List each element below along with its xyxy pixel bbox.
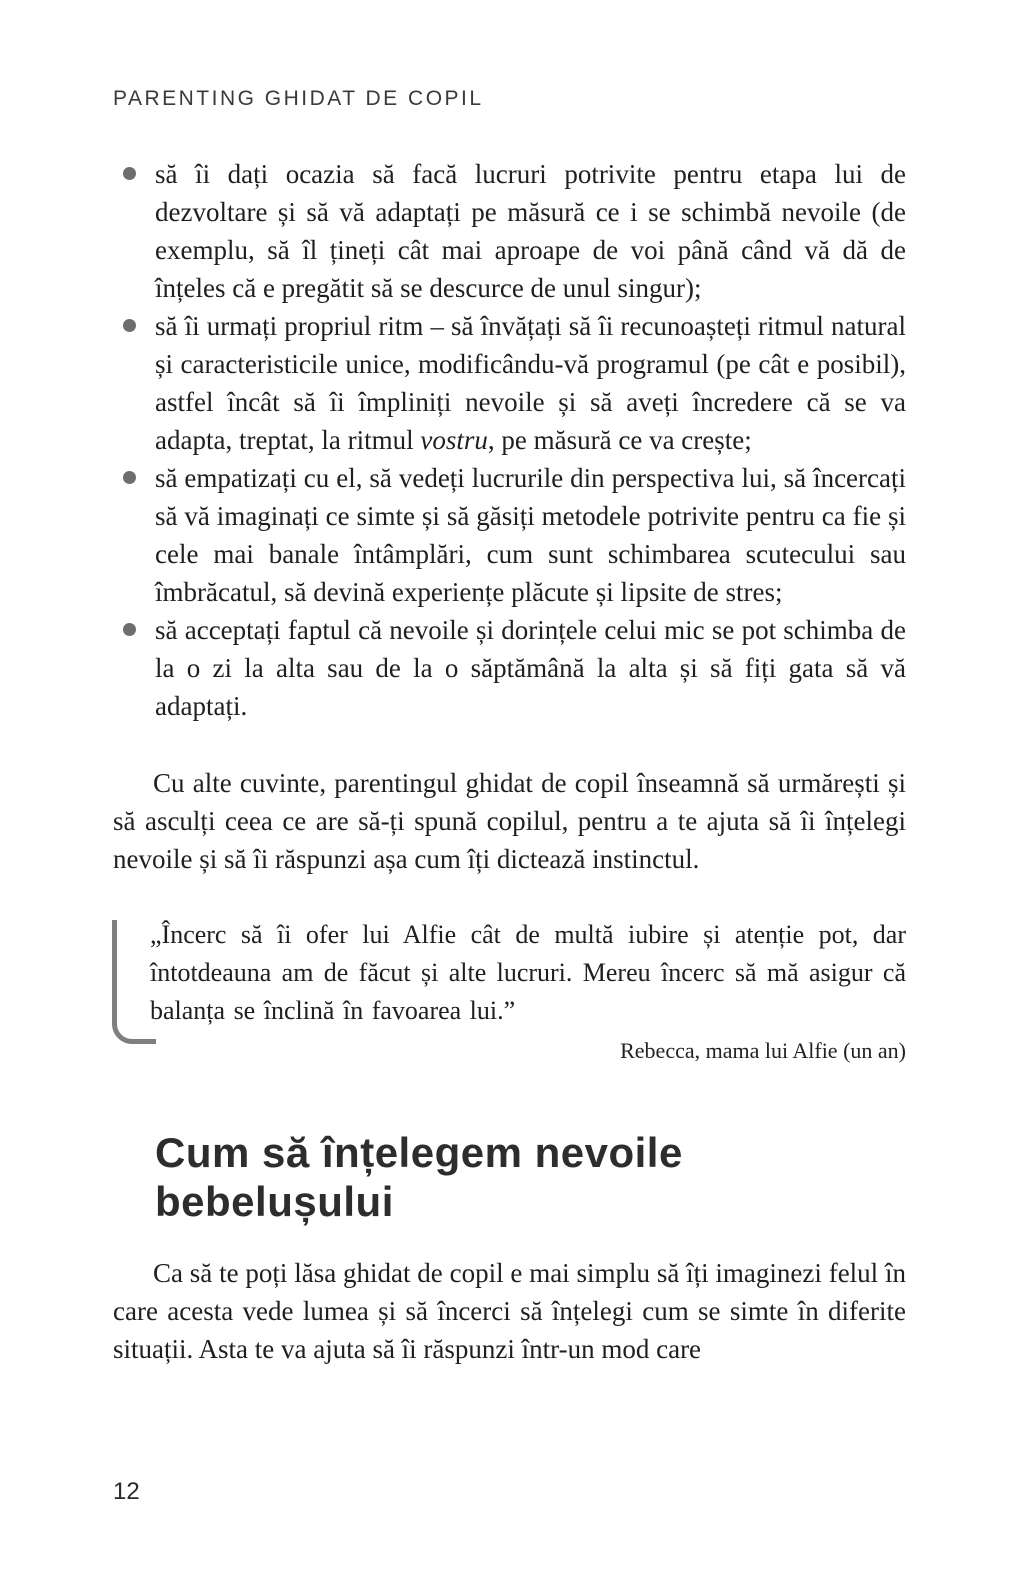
list-item-text: să empatizați cu el, să vedeți lucrurile din perspectiva lui, să încercați să vă imaginați ce simte și să găsiți metodele potrivite pentru ca fie și cele mai banale întâmplări, cum sunt schimbarea scutecului sau îmbrăcatul, să devină experiențe plăcute și lipsite de stres; — [155, 463, 906, 608]
body-paragraph: Ca să te poți lăsa ghidat de copil e mai simplu să îți imaginezi felul în care acesta vede lumea și să încerci să înțelegi cum se simte în diferite situații. Asta te va ajuta să îi răspunzi într-un mod care — [113, 1258, 906, 1365]
list-item — [155, 459, 906, 611]
quote-bracket — [112, 920, 156, 1044]
list-item-text: să îi urmați propriul ritm – să învățați să îi recunoașteți ritmul natural și caracteristicile unice, modificându-vă programul (pe cât e posibil), astfel încât să îi împliniți nevoile și să aveți încredere că se va adapta, treptat, la ritmul — [155, 311, 906, 456]
bullet-list — [113, 155, 906, 725]
page-number: 12 — [113, 1478, 140, 1505]
section-heading: Cum să înțelegem nevoile bebelușului — [155, 1129, 683, 1226]
list-item-text: să acceptați faptul că nevoile și dorințele celui mic se pot schimba de la o zi la alta sau de la o săptămână la alta și să fiți gata să vă adaptați. — [155, 615, 906, 722]
list-item — [155, 611, 906, 725]
quote-attribution: Rebecca, mama lui Alfie (un an) — [620, 1038, 906, 1064]
list-item — [155, 307, 906, 459]
quote-text: „Încerc să îi ofer lui Alfie cât de multă iubire și atenție pot, dar întotdeauna am de făcut și alte lucruri. Mereu încerc să mă asigur că balanța se înclină în favoarea lui.” — [150, 920, 906, 1026]
body-paragraph: Cu alte cuvinte, parentingul ghidat de copil înseamnă să urmărești și să asculți ceea ce are să-ți spună copilul, pentru a te ajuta să îi înțelegi nevoile și să îi răspunzi așa cum îți dictează instinctul. — [113, 768, 906, 875]
pull-quote — [150, 916, 906, 1064]
running-head: PARENTING GHIDAT DE COPIL — [113, 87, 484, 110]
list-item-text: , pe măsură ce va crește; — [487, 425, 752, 456]
list-item — [155, 155, 906, 307]
list-item-emphasis: vostru — [420, 425, 488, 456]
list-item-text: să îi dați ocazia să facă lucruri potrivite pentru etapa lui de dezvoltare și să vă adaptați pe măsură ce i se schimbă nevoile (de exemplu, să îl țineți cât mai aproape de voi până când vă dă de înțeles că e pregătit să se descurce de unul singur); — [155, 159, 906, 304]
